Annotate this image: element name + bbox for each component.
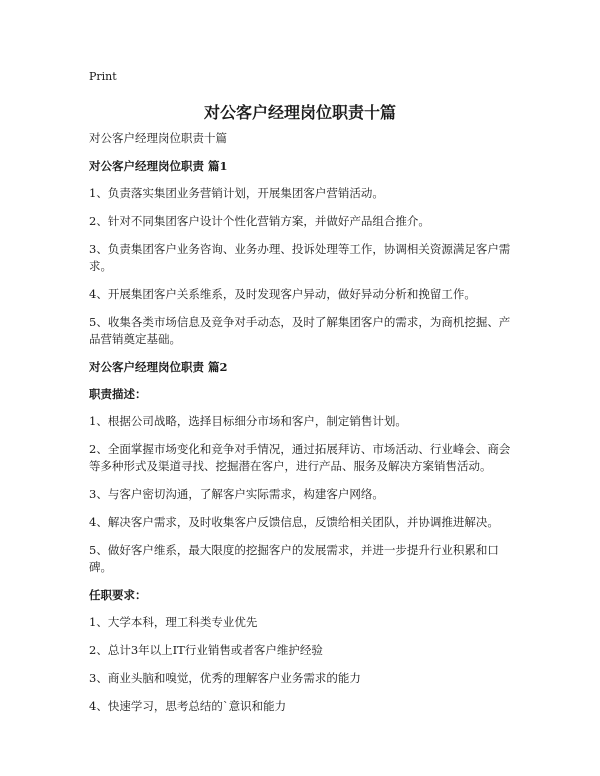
list-item: 3、商业头脑和嗅觉，优秀的理解客户业务需求的能力 [89, 671, 361, 685]
page-title: 对公客户经理岗位职责十篇 [203, 103, 396, 122]
print-link[interactable]: Print [89, 70, 117, 83]
document-subtitle: 对公客户经理岗位职责十篇 [89, 131, 227, 145]
duties-label: 职责描述： [89, 387, 147, 401]
requirements-label: 任职要求： [89, 588, 147, 602]
list-item: 1、大学本科，理工科类专业优先 [89, 615, 258, 629]
list-item: 3、负责集团客户业务咨询、业务办理、投诉处理等工作，协调相关资源满足客户需求。 [89, 242, 511, 273]
list-item: 4、快速学习，思考总结的`意识和能力 [89, 699, 287, 713]
list-item: 4、开展集团客户关系维系，及时发现客户异动，做好异动分析和挽留工作。 [89, 287, 476, 301]
list-item: 3、与客户密切沟通，了解客户实际需求，构建客户网络。 [89, 487, 384, 501]
section-heading-1: 对公客户经理岗位职责 篇1 [89, 159, 228, 173]
list-item: 5、做好客户维系，最大限度的挖掘客户的发展需求，并进一步提升行业积累和口碑。 [89, 543, 499, 574]
section-heading-2: 对公客户经理岗位职责 篇2 [89, 360, 228, 374]
list-item: 2、全面掌握市场变化和竞争对手情况，通过拓展拜访、市场活动、行业峰会、商会等多种形式及渠道寻找、挖掘潜在客户，进行产品、服务及解决方案销售活动。 [89, 442, 511, 473]
list-item: 2、针对不同集团客户设计个性化营销方案，并做好产品组合推介。 [89, 214, 430, 228]
document-body [89, 130, 519, 726]
list-item: 1、根据公司战略，选择目标细分市场和客户，制定销售计划。 [89, 414, 407, 428]
list-item: 2、总计3年以上IT行业销售或者客户维护经验 [89, 643, 323, 657]
list-item: 4、解决客户需求，及时收集客户反馈信息，反馈给相关团队，并协调推进解决。 [89, 515, 499, 529]
list-item: 1、负责落实集团业务营销计划，开展集团客户营销活动。 [89, 186, 384, 200]
list-item: 5、收集各类市场信息及竞争对手动态，及时了解集团客户的需求，为商机挖掘、产品营销奠定基础。 [89, 315, 511, 346]
